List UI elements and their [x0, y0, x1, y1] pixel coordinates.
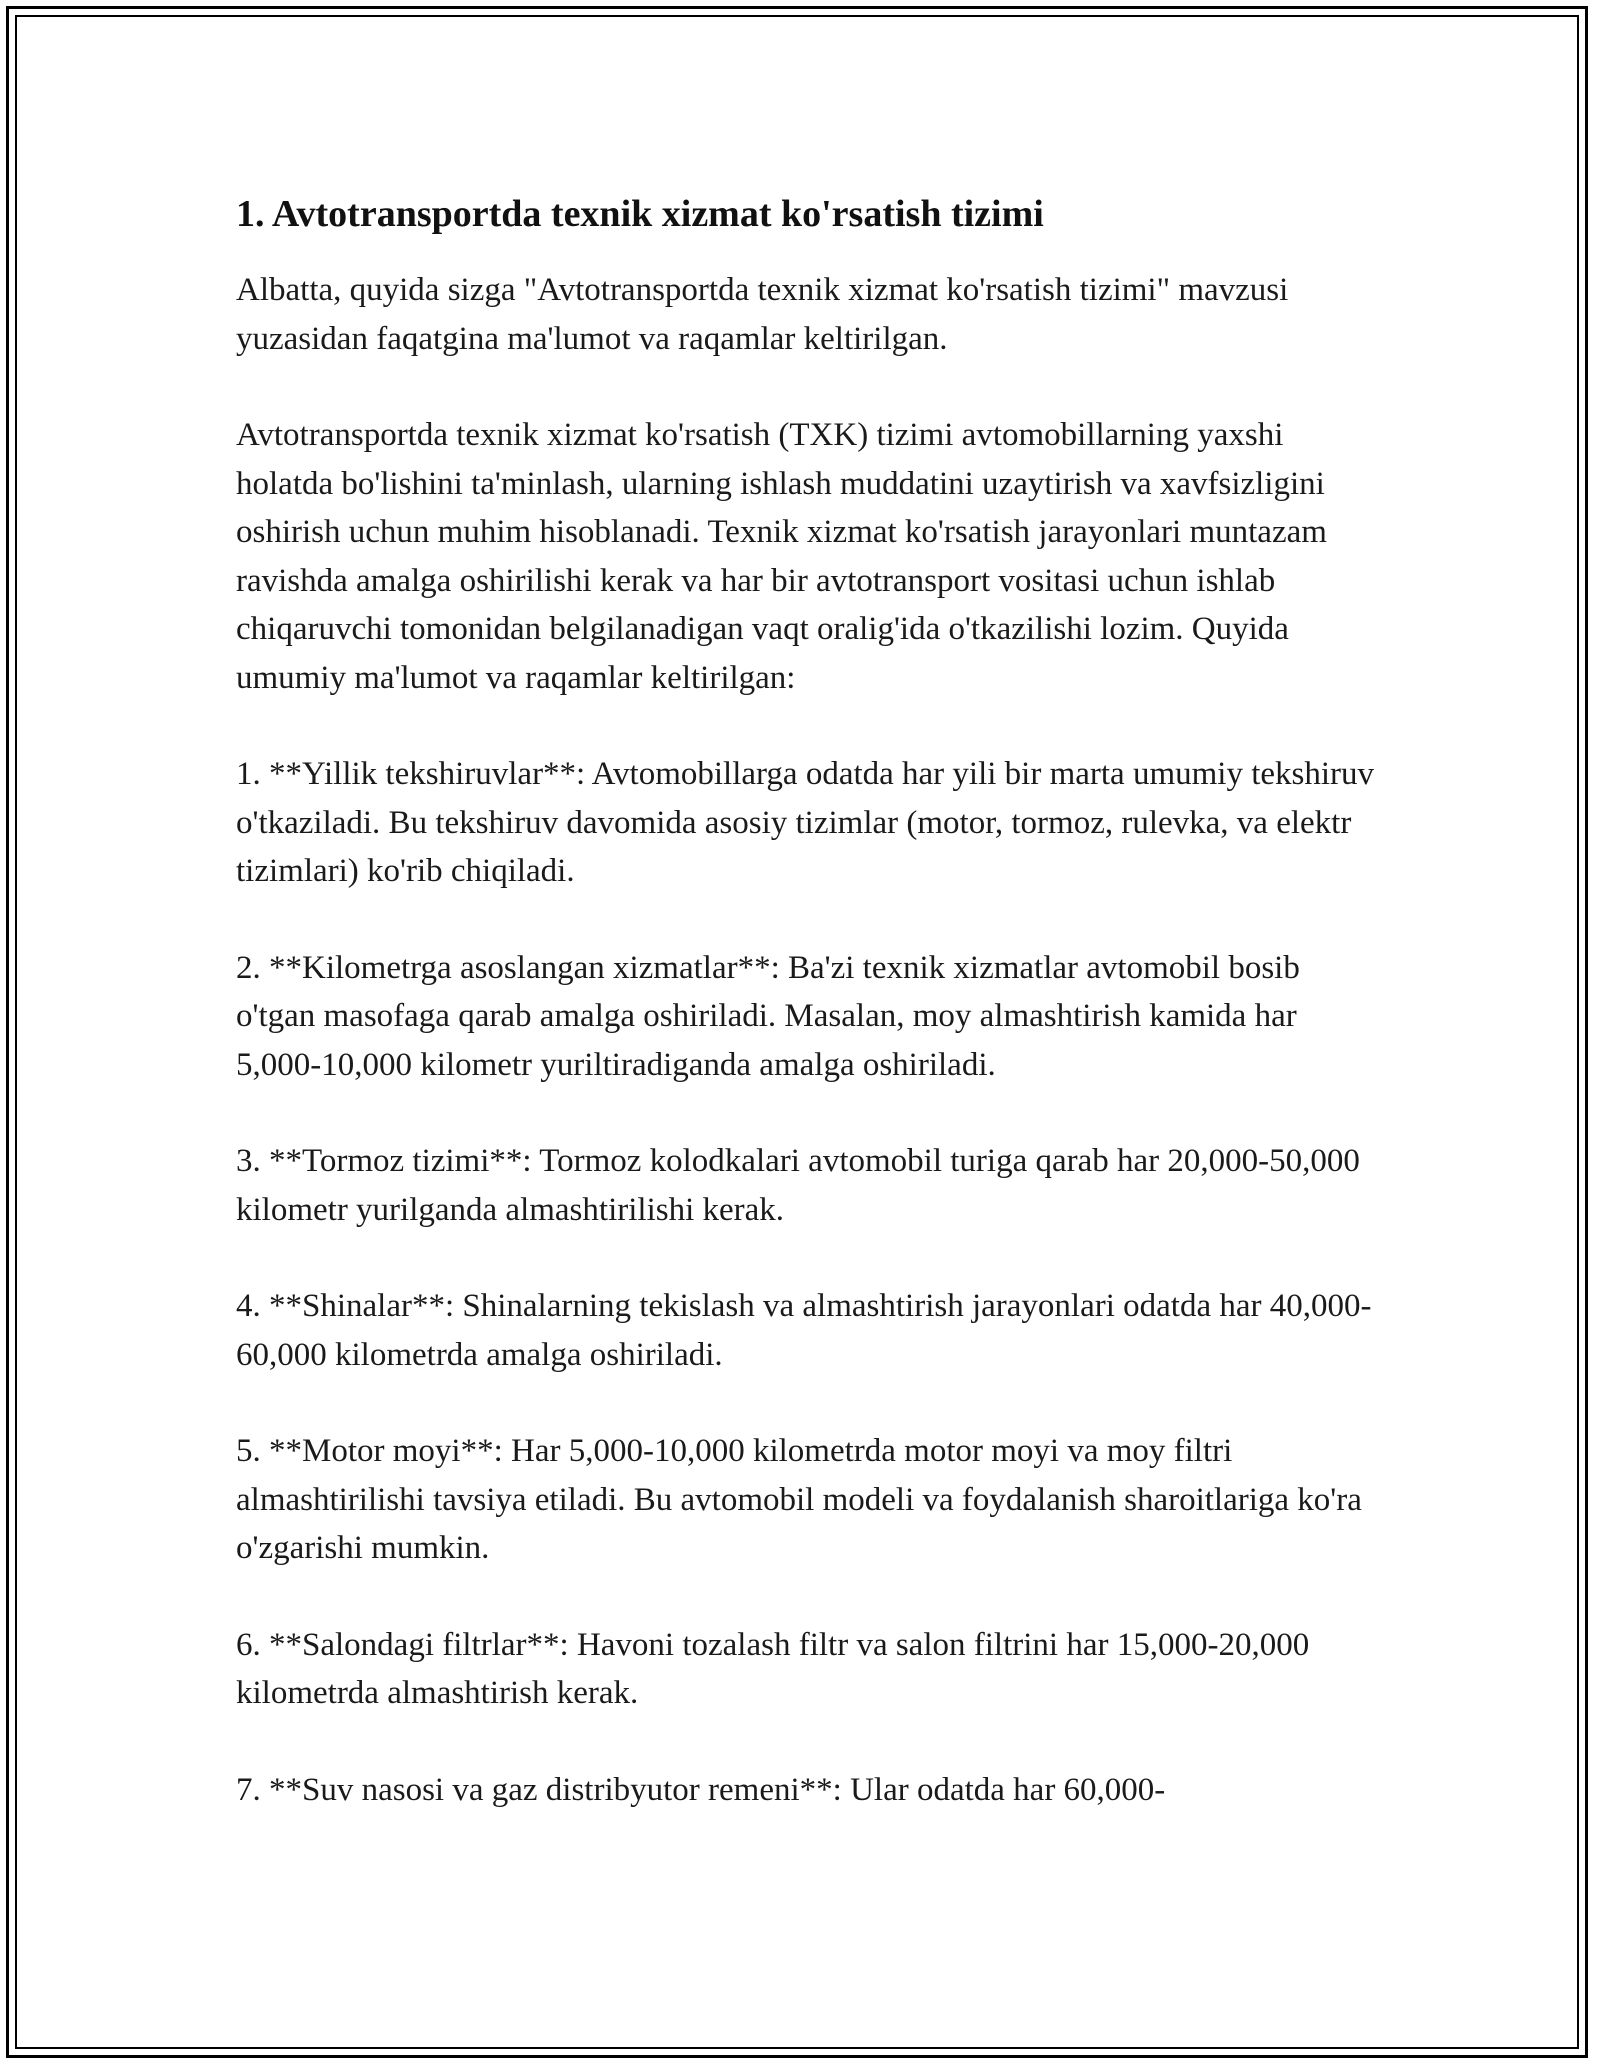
document-title: 1. Avtotransportda texnik xizmat ko'rsatish tizimi — [236, 193, 1044, 235]
list-item-motor-oil: 5. **Motor moyi**: Har 5,000-10,000 kilometrda motor moyi va moy filtri almashtirilishi tavsiya etiladi. Bu avtomobil modeli va foydalanish sharoitlariga ko'ra o'zgarishi mumkin. — [236, 1433, 1362, 1566]
overview-paragraph: Avtotransportda texnik xizmat ko'rsatish (TXK) tizimi avtomobillarning yaxshi holatda bo'lishini ta'minlash, ularning ishlash muddatini uzaytirish va xavfsizligini oshirish uchun muhim hisoblanadi. Texnik xizmat ko'rsatish jarayonlari muntazam ravishda amalga oshirilishi kerak va har bir avtotransport vositasi uchun ishlab chiqaruvchi tomonidan belgilanadigan vaqt oralig'ida o'tkazilishi lozim. Quyida umumiy ma'lumot va raqamlar keltirilgan: — [236, 417, 1327, 696]
list-item-brake-system: 3. **Tormoz tizimi**: Tormoz kolodkalari avtomobil turiga qarab har 20,000-50,000 kilometr yurilganda almashtirilishi kerak. — [236, 1143, 1360, 1228]
intro-paragraph: Albatta, quyida sizga "Avtotransportda texnik xizmat ko'rsatish tizimi" mavzusi yuzasidan faqatgina ma'lumot va raqamlar keltirilgan. — [236, 272, 1289, 357]
list-item-water-pump-belt: 7. **Suv nasosi va gaz distribyutor remeni**: Ular odatda har 60,000- — [236, 1771, 1166, 1808]
list-item-cabin-filters: 6. **Salondagi filtrlar**: Havoni tozalash filtr va salon filtrini har 15,000-20,000 kilometrda almashtirish kerak. — [236, 1626, 1310, 1711]
list-item-annual-inspections: 1. **Yillik tekshiruvlar**: Avtomobillarga odatda har yili bir marta umumiy tekshiruv o'tkaziladi. Bu tekshiruv davomida asosiy tizimlar (motor, tormoz, rulevka, va elektr tizimlari) ko'rib chiqiladi. — [236, 756, 1375, 889]
list-item-tires: 4. **Shinalar**: Shinalarning tekislash va almashtirish jarayonlari odatda har 40,000-60,000 kilometrda amalga oshiriladi. — [236, 1288, 1372, 1373]
list-item-mileage-services: 2. **Kilometrga asoslangan xizmatlar**: Ba'zi texnik xizmatlar avtomobil bosib o'tgan masofaga qarab amalga oshiriladi. Masalan, moy almashtirish kamida har 5,000-10,000 kilometr yuriltiradiganda amalga oshiriladi. — [236, 949, 1300, 1083]
document-body — [236, 190, 1386, 1814]
